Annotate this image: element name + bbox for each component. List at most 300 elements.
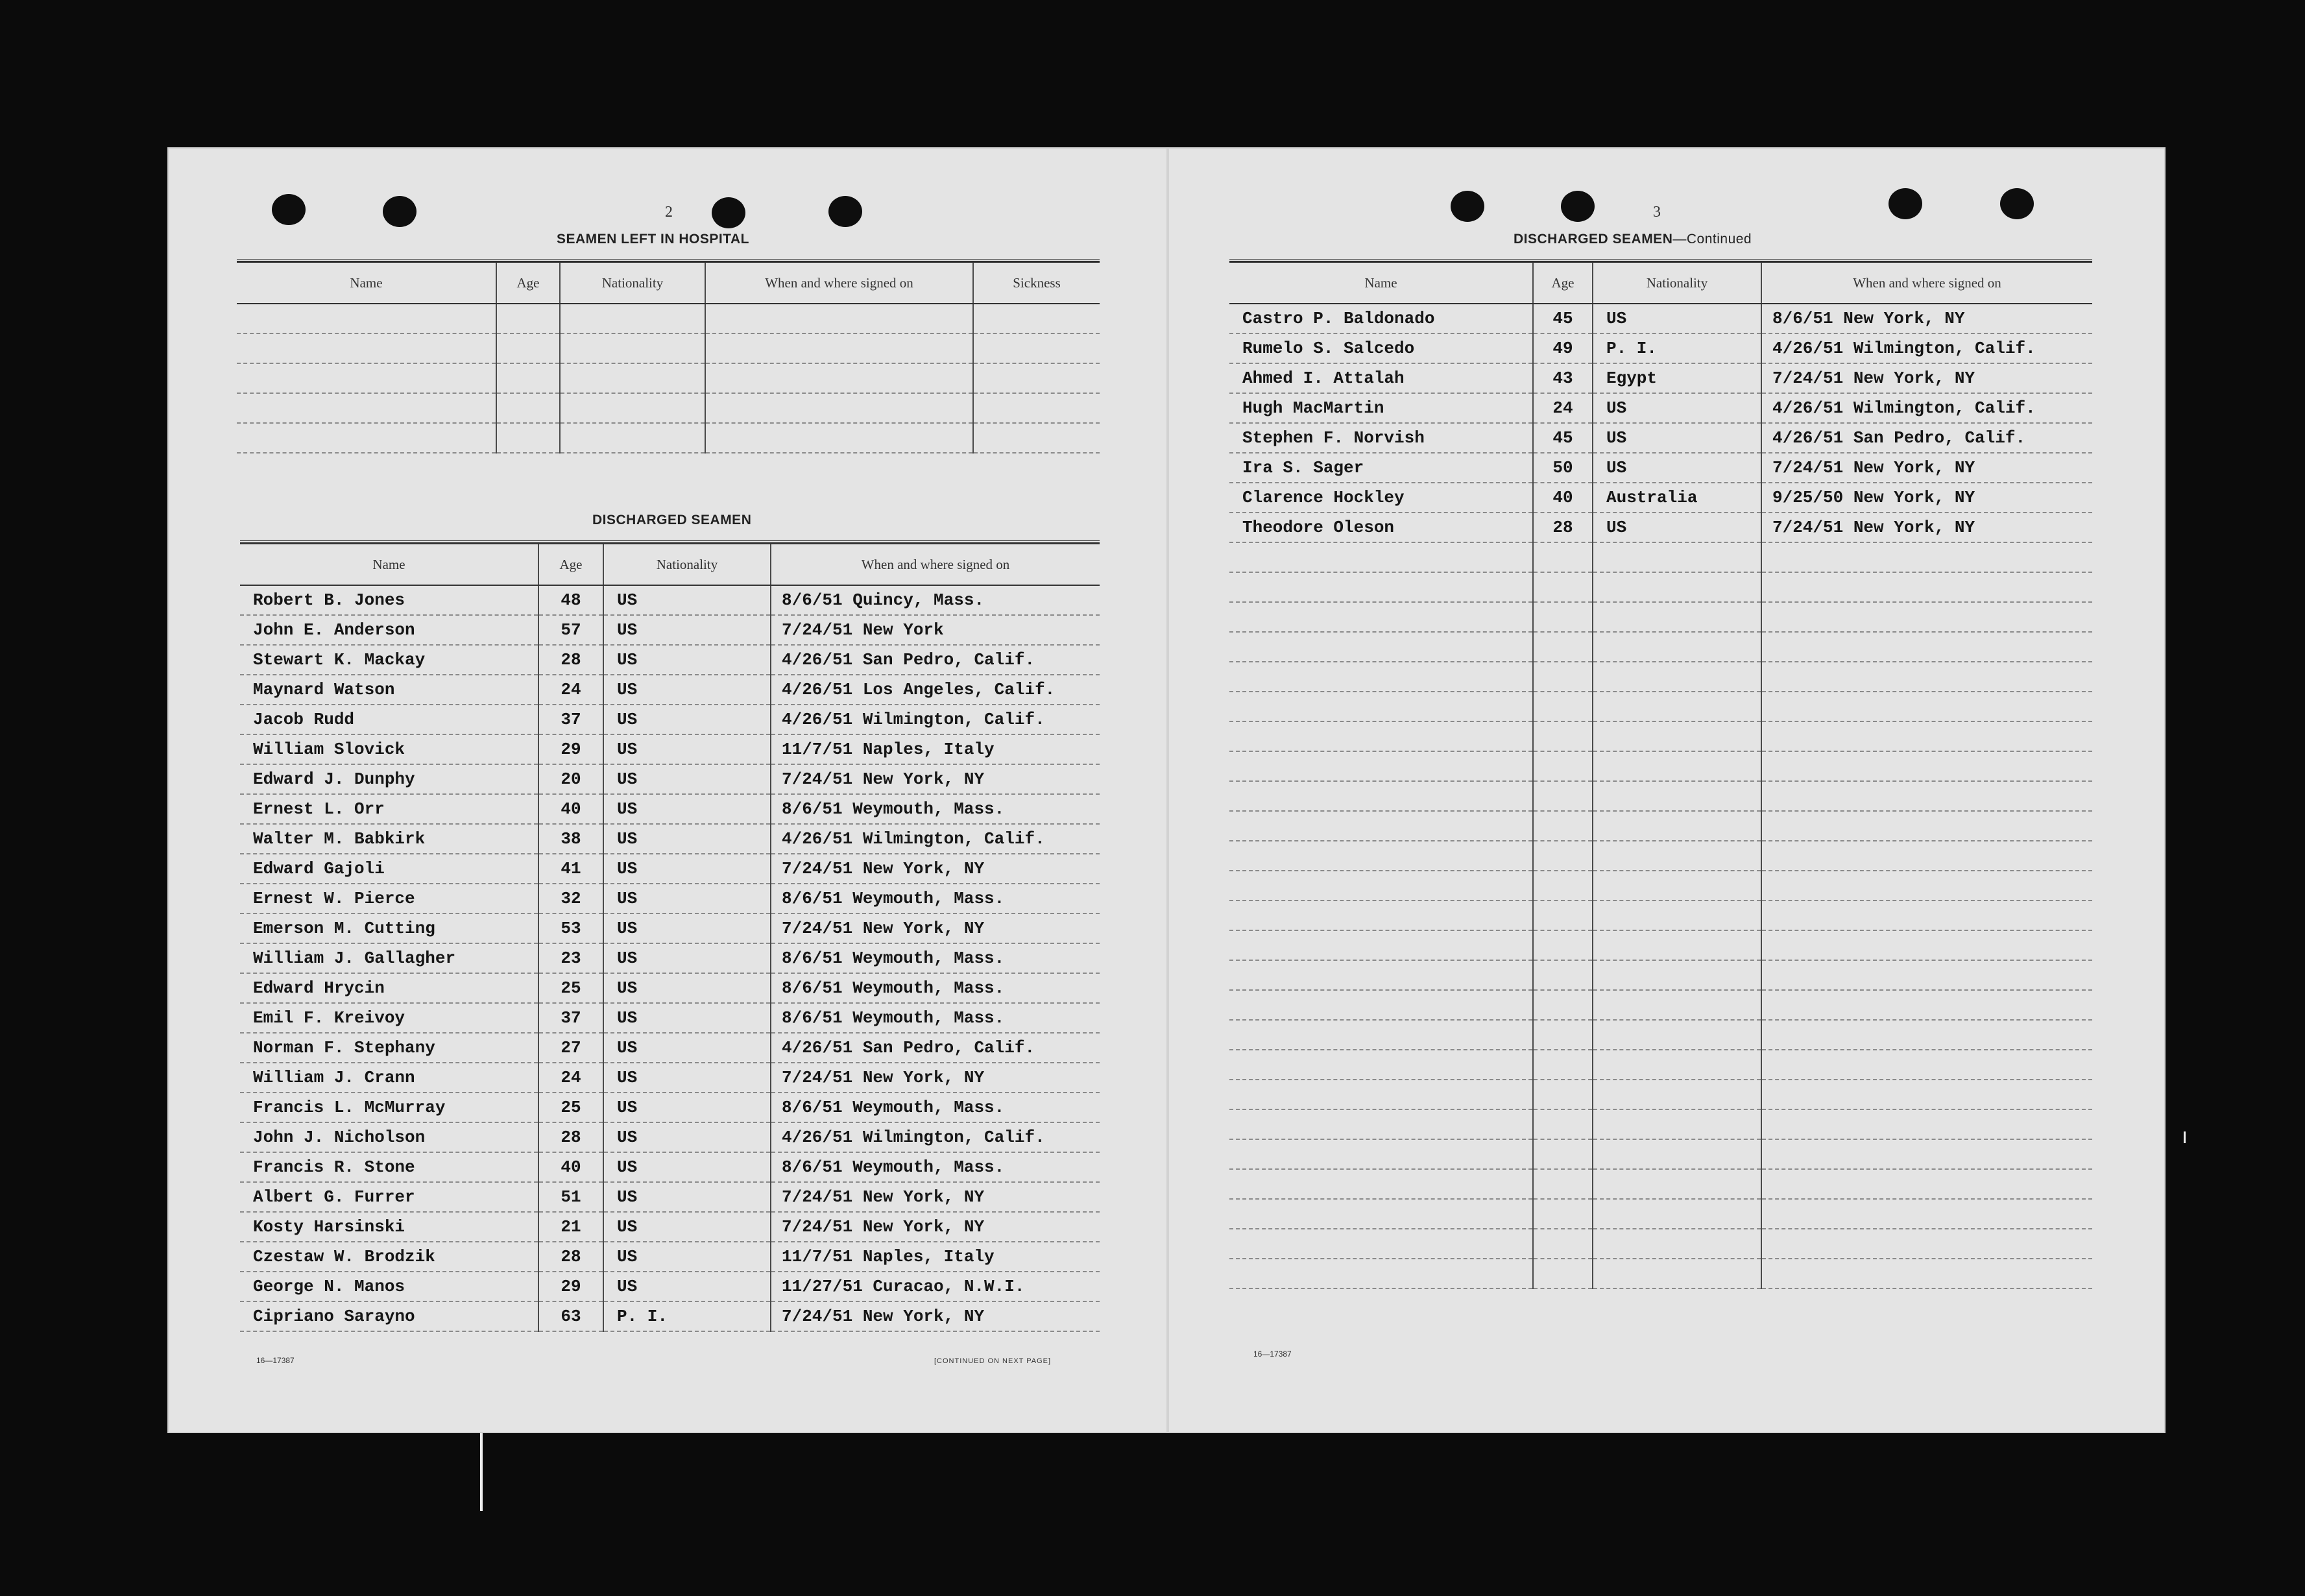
hospital-col-nationality: Nationality [560,262,705,304]
cell-name: Robert B. Jones [240,585,538,615]
empty-cell [1229,960,1533,990]
cell-name: Clarence Hockley [1229,483,1533,513]
empty-cell [1593,901,1761,930]
table-row [1229,751,2092,781]
empty-cell [1229,572,1533,602]
table-row [240,1122,1100,1152]
empty-cell [1229,692,1533,721]
cell-name: Norman F. Stephany [240,1033,538,1063]
empty-cell [1533,692,1593,721]
cell-nationality: US [603,615,771,645]
cell-age: 28 [538,1242,603,1272]
empty-cell [1761,841,2092,871]
table-row [240,1272,1100,1301]
table-row [240,1212,1100,1242]
cell-nationality: US [603,913,771,943]
discharged-col-age: Age [538,544,603,585]
cell-name: George N. Manos [240,1272,538,1301]
cell-age: 51 [538,1182,603,1212]
empty-cell [1761,662,2092,692]
cell-nationality: US [603,973,771,1003]
punch-hole-right-4 [2000,188,2034,219]
cell-signed-on: 7/24/51 New York, NY [771,1301,1100,1331]
cell-age: 27 [538,1033,603,1063]
cell-signed-on: 4/26/51 Wilmington, Calif. [771,705,1100,734]
cell-nationality: US [603,1122,771,1152]
table-row [1229,423,2092,453]
hospital-section-title: SEAMEN LEFT IN HOSPITAL [557,232,749,247]
cell-signed-on: 4/26/51 Wilmington, Calif. [771,824,1100,854]
cell-signed-on: 9/25/50 New York, NY [1761,483,2092,513]
cell-age: 53 [538,913,603,943]
empty-cell [1593,930,1761,960]
empty-cell [1229,1169,1533,1199]
cell-nationality: Egypt [1593,363,1761,393]
empty-cell [1229,841,1533,871]
cell-age: 23 [538,943,603,973]
table-row [1229,333,2092,363]
hospital-col-name: Name [237,262,496,304]
table-row [240,1003,1100,1033]
cell-signed-on: 7/24/51 New York, NY [771,854,1100,884]
empty-cell [1229,1050,1533,1080]
empty-cell [1593,841,1761,871]
empty-cell [1593,542,1761,572]
empty-cell [1761,1020,2092,1050]
empty-cell [1229,1199,1533,1229]
table-row [237,363,1100,393]
empty-cell [1761,1199,2092,1229]
cell-nationality: US [1593,453,1761,483]
empty-cell [1533,781,1593,811]
cell-signed-on: 8/6/51 Weymouth, Mass. [771,1093,1100,1122]
empty-cell [1593,1050,1761,1080]
left-form-number: 16—17387 [256,1356,295,1365]
table-row [1229,1139,2092,1169]
table-row [240,1093,1100,1122]
empty-cell [1533,542,1593,572]
cell-age: 37 [538,1003,603,1033]
table-row [240,705,1100,734]
empty-cell [1533,811,1593,841]
cell-nationality: US [1593,393,1761,423]
left-page-number: 2 [665,204,673,221]
empty-cell [1593,1139,1761,1169]
empty-cell [1761,960,2092,990]
empty-cell [1229,1259,1533,1288]
cell-nationality: US [603,675,771,705]
cell-name: Albert G. Furrer [240,1182,538,1212]
table-row [1229,542,2092,572]
discharged-table-left [240,540,1100,1332]
cell-age: 49 [1533,333,1593,363]
cell-signed-on: 4/26/51 Wilmington, Calif. [1761,393,2092,423]
empty-cell [1761,901,2092,930]
empty-cell [1761,871,2092,901]
empty-cell [1229,1229,1533,1259]
table-row [1229,841,2092,871]
cell-nationality: US [603,824,771,854]
table-row [1229,1020,2092,1050]
empty-cell [1761,1050,2092,1080]
hospital-table [237,259,1100,453]
cell-nationality: Australia [1593,483,1761,513]
empty-cell [1229,1139,1533,1169]
cell-nationality: US [603,1272,771,1301]
empty-cell [1593,1199,1761,1229]
cell-signed-on: 8/6/51 Weymouth, Mass. [771,794,1100,824]
cell-nationality: US [603,734,771,764]
cell-name: Ira S. Sager [1229,453,1533,483]
cell-signed-on: 7/24/51 New York [771,615,1100,645]
table-row [1229,1109,2092,1139]
right-col-nationality: Nationality [1593,262,1761,304]
cell-name: Francis R. Stone [240,1152,538,1182]
table-row [1229,1080,2092,1109]
empty-cell [1533,721,1593,751]
table-row [240,1152,1100,1182]
cell-name: Stewart K. Mackay [240,645,538,675]
cell-signed-on: 4/26/51 Wilmington, Calif. [1761,333,2092,363]
empty-cell [1593,692,1761,721]
table-row [1229,692,2092,721]
cell-name: Cipriano Sarayno [240,1301,538,1331]
empty-cell [1761,1259,2092,1288]
cell-age: 21 [538,1212,603,1242]
table-row [240,794,1100,824]
empty-cell [1229,901,1533,930]
cell-signed-on: 7/24/51 New York, NY [771,764,1100,794]
empty-cell [1761,751,2092,781]
cell-nationality: P. I. [603,1301,771,1331]
cell-nationality: US [603,1093,771,1122]
cell-name: Jacob Rudd [240,705,538,734]
cell-name: John E. Anderson [240,615,538,645]
table-row [1229,811,2092,841]
cell-nationality: US [603,764,771,794]
hospital-col-sickness: Sickness [973,262,1100,304]
discharged-rows-left [240,585,1100,1331]
table-row [240,764,1100,794]
cell-nationality: US [603,854,771,884]
scan-artifact [480,1433,483,1511]
cell-age: 45 [1533,423,1593,453]
table-row [1229,632,2092,662]
table-row [1229,781,2092,811]
cell-age: 20 [538,764,603,794]
cell-age: 24 [538,675,603,705]
table-row [1229,572,2092,602]
empty-cell [1229,542,1533,572]
empty-cell [1593,960,1761,990]
empty-cell [1533,1169,1593,1199]
empty-cell [1533,1050,1593,1080]
empty-cell [1533,960,1593,990]
empty-cell [1229,930,1533,960]
empty-cell [1533,632,1593,662]
table-row [240,943,1100,973]
cell-name: Edward Gajoli [240,854,538,884]
empty-cell [1229,662,1533,692]
empty-cell [1533,1229,1593,1259]
table-row [1229,363,2092,393]
empty-cell [1761,572,2092,602]
table-row [240,1033,1100,1063]
cell-name: Francis L. McMurray [240,1093,538,1122]
empty-cell [1761,930,2092,960]
cell-signed-on: 8/6/51 Quincy, Mass. [771,585,1100,615]
cell-age: 28 [538,1122,603,1152]
empty-cell [1593,662,1761,692]
cell-name: Emerson M. Cutting [240,913,538,943]
cell-nationality: US [603,1063,771,1093]
hospital-rows [237,304,1100,453]
page-fold [1166,147,1169,1433]
cell-name: Kosty Harsinski [240,1212,538,1242]
cell-signed-on: 11/7/51 Naples, Italy [771,734,1100,764]
cell-age: 45 [1533,304,1593,333]
empty-cell [1533,990,1593,1020]
table-row [1229,1050,2092,1080]
empty-cell [1761,990,2092,1020]
cell-name: John J. Nicholson [240,1122,538,1152]
empty-cell [1533,572,1593,602]
table-row [240,1242,1100,1272]
empty-cell [1229,721,1533,751]
table-row [1229,304,2092,333]
empty-cell [1229,1020,1533,1050]
cell-signed-on: 7/24/51 New York, NY [771,913,1100,943]
empty-cell [1533,871,1593,901]
empty-cell [1593,990,1761,1020]
right-col-age: Age [1533,262,1593,304]
cell-age: 29 [538,1272,603,1301]
table-row [240,615,1100,645]
empty-cell [1593,871,1761,901]
cell-signed-on: 8/6/51 Weymouth, Mass. [771,1003,1100,1033]
empty-cell [1533,1020,1593,1050]
cell-name: Czestaw W. Brodzik [240,1242,538,1272]
cell-signed-on: 8/6/51 Weymouth, Mass. [771,973,1100,1003]
empty-cell [1533,1109,1593,1139]
hospital-col-when-where: When and where signed on [705,262,973,304]
table-row [1229,960,2092,990]
table-row [1229,1259,2092,1288]
cell-name: Ahmed I. Attalah [1229,363,1533,393]
table-row [1229,453,2092,483]
punch-hole-left-2 [383,196,416,227]
empty-cell [1761,1169,2092,1199]
cell-age: 29 [538,734,603,764]
right-col-when-where: When and where signed on [1761,262,2092,304]
punch-hole-right-2 [1561,191,1595,222]
table-row [1229,901,2092,930]
cell-signed-on: 8/6/51 Weymouth, Mass. [771,943,1100,973]
empty-cell [1761,602,2092,632]
right-page-number: 3 [1653,204,1661,221]
empty-cell [1761,692,2092,721]
empty-cell [1229,1080,1533,1109]
table-row [237,393,1100,423]
cell-nationality: US [603,585,771,615]
cell-age: 48 [538,585,603,615]
cell-age: 40 [1533,483,1593,513]
table-row [237,423,1100,453]
table-row [240,645,1100,675]
table-row [240,913,1100,943]
empty-cell [1761,781,2092,811]
cell-signed-on: 8/6/51 Weymouth, Mass. [771,1152,1100,1182]
cell-nationality: US [1593,304,1761,333]
cell-age: 43 [1533,363,1593,393]
empty-cell [1533,1080,1593,1109]
cell-name: Edward J. Dunphy [240,764,538,794]
empty-cell [1761,721,2092,751]
empty-cell [1229,602,1533,632]
table-row [1229,513,2092,542]
cell-nationality: US [1593,423,1761,453]
table-row [240,734,1100,764]
table-row [1229,1199,2092,1229]
table-row [240,824,1100,854]
cell-nationality: US [1593,513,1761,542]
cell-name: Edward Hrycin [240,973,538,1003]
cell-age: 24 [1533,393,1593,423]
right-section-title [1514,232,1752,247]
empty-cell [1229,751,1533,781]
punch-hole-right-3 [1889,188,1922,219]
empty-cell [1593,781,1761,811]
empty-cell [1533,751,1593,781]
cell-nationality: US [603,645,771,675]
empty-cell [1229,871,1533,901]
cell-signed-on: 7/24/51 New York, NY [771,1212,1100,1242]
cell-signed-on: 11/27/51 Curacao, N.W.I. [771,1272,1100,1301]
cell-age: 37 [538,705,603,734]
empty-cell [1533,1199,1593,1229]
cell-name: Ernest W. Pierce [240,884,538,913]
cell-age: 24 [538,1063,603,1093]
empty-cell [1593,1259,1761,1288]
table-row [240,1182,1100,1212]
table-row [1229,483,2092,513]
cell-age: 40 [538,1152,603,1182]
empty-cell [1593,1080,1761,1109]
discharged-section-title: DISCHARGED SEAMEN [592,513,752,527]
cell-name: Stephen F. Norvish [1229,423,1533,453]
cell-name: William J. Crann [240,1063,538,1093]
cell-nationality: US [603,884,771,913]
cell-name: Walter M. Babkirk [240,824,538,854]
cell-name: Maynard Watson [240,675,538,705]
cell-age: 28 [1533,513,1593,542]
empty-cell [1593,572,1761,602]
empty-cell [1593,602,1761,632]
table-row [240,973,1100,1003]
cell-name: Castro P. Baldonado [1229,304,1533,333]
cell-signed-on: 7/24/51 New York, NY [1761,513,2092,542]
empty-cell [1593,1109,1761,1139]
cell-nationality: US [603,1182,771,1212]
empty-cell [1761,811,2092,841]
punch-hole-right-1 [1451,191,1484,222]
cell-nationality: US [603,794,771,824]
empty-cell [1593,1169,1761,1199]
empty-cell [1533,930,1593,960]
cell-signed-on: 4/26/51 Los Angeles, Calif. [771,675,1100,705]
table-row [1229,721,2092,751]
cell-age: 25 [538,1093,603,1122]
cell-nationality: US [603,1003,771,1033]
table-row [240,884,1100,913]
scan-artifact [2184,1131,2186,1143]
empty-cell [1229,811,1533,841]
discharged-table-right [1229,259,2092,1289]
discharged-col-nationality: Nationality [603,544,771,585]
table-row [1229,662,2092,692]
empty-cell [1593,721,1761,751]
cell-age: 32 [538,884,603,913]
punch-hole-left-3 [712,197,745,228]
cell-age: 28 [538,645,603,675]
empty-cell [1533,602,1593,632]
cell-name: William Slovick [240,734,538,764]
table-row [1229,1169,2092,1199]
empty-cell [1593,1229,1761,1259]
empty-cell [1533,1139,1593,1169]
table-row [240,854,1100,884]
cell-signed-on: 7/24/51 New York, NY [771,1063,1100,1093]
discharged-col-when-where: When and where signed on [771,544,1100,585]
cell-nationality: US [603,1242,771,1272]
right-form-number: 16—17387 [1253,1349,1292,1359]
cell-nationality: P. I. [1593,333,1761,363]
continued-note: [CONTINUED ON NEXT PAGE] [934,1357,1052,1365]
empty-cell [1533,841,1593,871]
table-row [240,1301,1100,1331]
cell-nationality: US [603,1212,771,1242]
cell-age: 41 [538,854,603,884]
empty-cell [1761,1229,2092,1259]
table-row [240,585,1100,615]
cell-signed-on: 4/26/51 Wilmington, Calif. [771,1122,1100,1152]
table-row [1229,1229,2092,1259]
empty-cell [1761,1080,2092,1109]
cell-age: 63 [538,1301,603,1331]
empty-cell [1229,632,1533,662]
empty-cell [1761,632,2092,662]
right-title-main: DISCHARGED SEAMEN [1514,232,1673,247]
cell-nationality: US [603,1033,771,1063]
cell-age: 38 [538,824,603,854]
right-col-name: Name [1229,262,1533,304]
empty-cell [1533,901,1593,930]
empty-cell [1229,1109,1533,1139]
cell-signed-on: 8/6/51 New York, NY [1761,304,2092,333]
table-row [1229,930,2092,960]
empty-cell [1761,1109,2092,1139]
hospital-col-age: Age [496,262,560,304]
cell-signed-on: 8/6/51 Weymouth, Mass. [771,884,1100,913]
cell-signed-on: 7/24/51 New York, NY [771,1182,1100,1212]
cell-signed-on: 7/24/51 New York, NY [1761,363,2092,393]
cell-name: Rumelo S. Salcedo [1229,333,1533,363]
cell-name: Emil F. Kreivoy [240,1003,538,1033]
cell-signed-on: 4/26/51 San Pedro, Calif. [771,1033,1100,1063]
cell-signed-on: 7/24/51 New York, NY [1761,453,2092,483]
empty-cell [1593,811,1761,841]
cell-nationality: US [603,705,771,734]
